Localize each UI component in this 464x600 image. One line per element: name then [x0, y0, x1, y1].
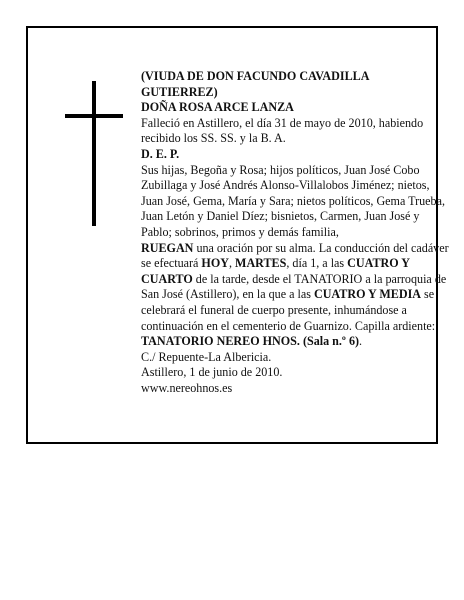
martes-text: MARTES — [235, 256, 287, 271]
funeral-text-f: . — [359, 334, 363, 349]
website-line: www.nereohnos.es — [141, 380, 233, 395]
funeral-text-b: , — [228, 256, 236, 271]
funeral-text-e: se celebrará el funeral de cuerpo presente, inhumándose a continuación en el cementerio de Guarnizo. Capilla ardiente: — [141, 287, 436, 333]
time-text-2: CUATRO Y MEDIA — [313, 287, 422, 302]
funeral-text-d: de la tarde, desde el TANATORIO a la parroquia de San José (Astillero), en la que a las — [141, 271, 447, 302]
hoy-text: HOY — [201, 256, 229, 271]
date-place-line: Astillero, 1 de junio de 2010. — [141, 365, 283, 380]
ruegan-text: RUEGAN — [141, 240, 194, 255]
cross-icon-bar — [65, 114, 123, 118]
header-line-1: (VIUDA DE DON FACUNDO CAVADILLA — [141, 69, 370, 83]
death-statement: Falleció en Astillero, el día 31 de mayo de 2010, habiendo recibido los SS. SS. y la B. A. — [141, 115, 424, 146]
family-list: Sus hijas, Begoña y Rosa; hijos políticos, Juan José Cobo Zubillaga y José Andrés Alonso-Villalobos Jiménez; nietos, Juan José, Gema, María y Sara; nietos políticos, Gema Trueba, Juan Letón y Daniel Díez; bisnietos, Carmen, Juan José y Pablo; sobrinos, primos y demás familia, — [141, 162, 445, 239]
time-text-1: CUATRO Y CUARTO — [141, 256, 410, 286]
address-line: C./ Repuente-La Albericia. — [141, 349, 272, 364]
cross-icon — [92, 81, 96, 226]
funeral-details — [141, 241, 453, 350]
chapel-text: TANATORIO NEREO HNOS. (Sala n.º 6) — [141, 334, 360, 349]
header-line-2: GUTIERREZ) — [141, 84, 218, 99]
funeral-text-a: una oración por su alma. La conducción del cadáver se efectuará — [141, 240, 449, 271]
obituary-notice — [26, 26, 449, 444]
deceased-name: DOÑA ROSA ARCE LANZA — [141, 100, 294, 115]
funeral-text-c: , día 1, a las — [286, 256, 348, 271]
dep-line: D. E. P. — [141, 146, 180, 161]
notice-text — [141, 69, 453, 396]
